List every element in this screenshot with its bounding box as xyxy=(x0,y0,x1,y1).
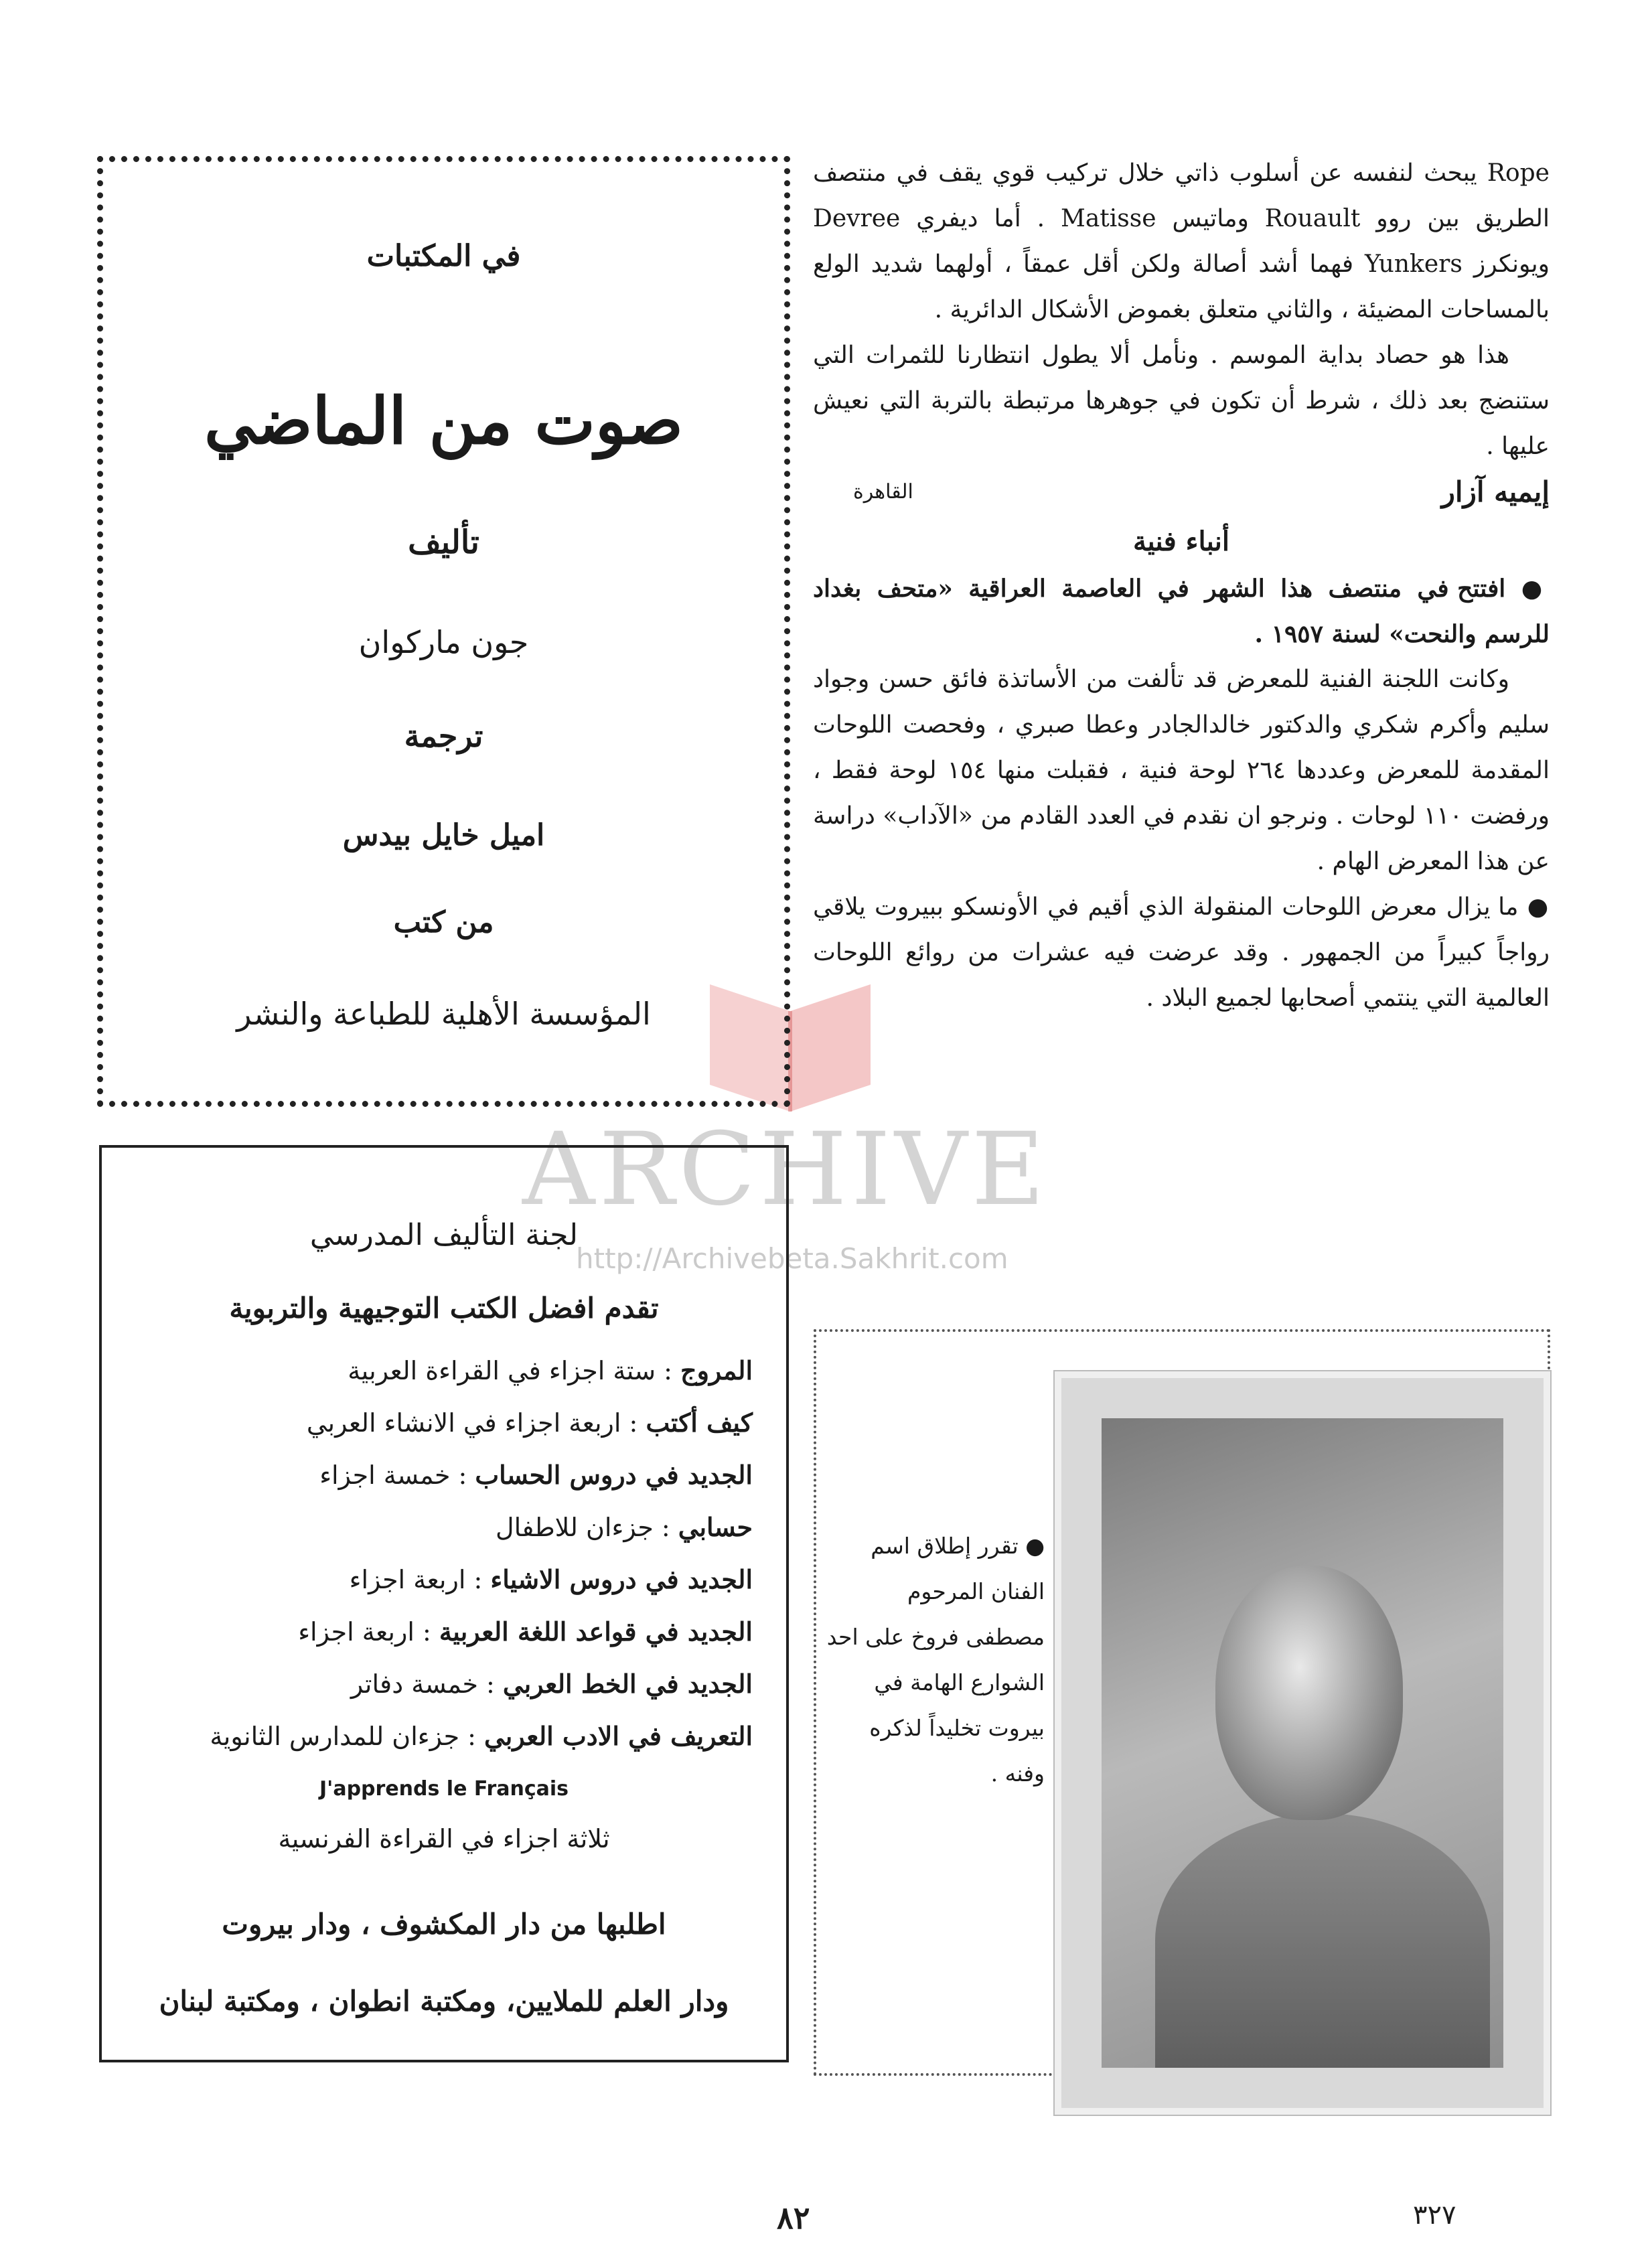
article-author: إيميه آزار xyxy=(1441,475,1550,508)
article-city: القاهرة xyxy=(853,480,913,504)
bullet-icon: ● xyxy=(1018,1533,1045,1559)
article-paragraph: Rope يبحث لنفسه عن أسلوب ذاتي خلال تركيب قوي يقف في منتصف الطريق بين روو Rouault وماتيس Matisse . أما ديفري Devree ويونكرز Yunkers فهما أشد أصالة ولكن أقل عمقاً ، أولهما شديد الولع بالمساحات المضيئة ، والثاني متعلق بغموض الأشكال الدائرية . xyxy=(813,159,1550,323)
book-list-item: الجديد في قواعد اللغة العربية : اربعة اجزاء xyxy=(298,1616,753,1647)
ad-intro: في المكتبات xyxy=(366,239,521,273)
ad-publisher: المؤسسة الأهلية للطباعة والنشر xyxy=(236,996,651,1032)
article-paragraph: هذا هو حصاد بداية الموسم . ونأمل ألا يطول انتظارنا للثمرات التي ستنضج بعد ذلك ، شرط أن تكون في جوهرها مرتبطة بالتربة التي نعيش عليها . xyxy=(813,342,1550,460)
archive-watermark: ARCHIVE xyxy=(522,1112,1049,1228)
book-list-item: كيف أكتب : اربعة اجزاء في الانشاء العربي xyxy=(306,1408,753,1438)
section-title: أنباء فنية xyxy=(1133,526,1229,557)
ad-translator: اميل خايل بيدس xyxy=(342,818,545,852)
book-advertisement xyxy=(97,156,790,1107)
page-number: ٨٢ xyxy=(777,2200,810,2236)
ad-book-title: صوت من الماضي xyxy=(204,383,684,459)
photo-caption: ● تقرر إطلاق اسم الفنان المرحوم مصطفى فروخ على احد الشوارع الهامة في بيروت تخليداً لذكره وفنه . xyxy=(826,1533,1045,1787)
archive-url: http://Archivebeta.Sakhrit.com xyxy=(576,1242,1008,1275)
ad-author: جون ماركوان xyxy=(358,624,529,660)
ad-french-title: J'apprends le Français xyxy=(319,1777,569,1801)
news-item: وكانت اللجنة الفنية للمعرض قد تألفت من الأساتذة فائق حسن وجواد سليم وأكرم شكري والدكتور خالدالجادر وعطا صبري ، وفحصت اللوحات المقدمة للمعرض وعددها ٢٦٤ لوحة فنية ، فقبلت منها ١٥٤ لوحة فقط ، ورفضت ١١٠ لوحات . ونرجو ان نقدم في العدد القادم من «الآداب» دراسة عن هذا المعرض الهام . xyxy=(813,666,1550,875)
article-signoff xyxy=(813,469,1550,515)
book-list-item: المروج : ستة اجزاء في القراءة العربية xyxy=(348,1355,753,1385)
ad-translation-label: ترجمة xyxy=(404,718,483,754)
ad-series-label: من كتب xyxy=(393,905,494,939)
book-list-item: الجديد في الخط العربي : خمسة دفاتر xyxy=(350,1669,753,1699)
article-column xyxy=(813,151,1550,1021)
portrait-photo xyxy=(1055,1371,1550,2115)
ad-order-line: ودار العلم للملايين، ومكتبة انطوان ، ومكتبة لبنان xyxy=(159,1985,729,2018)
book-list-item: الجديد في دروس الاشياء : اربعة اجزاء xyxy=(349,1564,753,1594)
school-books-advertisement xyxy=(99,1145,789,2062)
page-number: ٣٢٧ xyxy=(1413,2200,1456,2231)
news-item: ● افتتح في منتصف هذا الشهر في العاصمة العراقية «متحف بغداد للرسم والنحت» لسنة ١٩٥٧ . xyxy=(813,566,1550,657)
ad-author-label: تأليف xyxy=(408,524,479,561)
ad-order-line: اطلبها من دار المكشوف ، ودار بيروت xyxy=(222,1908,666,1941)
book-list-item: التعريف في الادب العربي : جزءان للمدارس الثانوية xyxy=(210,1721,753,1751)
ad-french-desc: ثلاثة اجزاء في القراءة الفرنسية xyxy=(278,1824,610,1854)
book-list-item: الجديد في دروس الحساب : خمسة اجزاء xyxy=(319,1460,753,1490)
book-list-item: حسابي : جزءان للاطفال xyxy=(496,1512,753,1542)
ad-committee: لجنة التأليف المدرسي xyxy=(309,1218,579,1252)
news-item: ● ما يزال معرض اللوحات المنقولة الذي أقيم في الأونسكو ببيروت يلاقي رواجاً كبيراً من الجمهور . وقد عرضت فيه عشرات من روائع اللوحات العالمية التي ينتمي أصحابها لجميع البلاد . xyxy=(813,885,1550,1021)
ad-tagline: تقدم افضل الكتب التوجيهية والتربوية xyxy=(229,1292,659,1325)
